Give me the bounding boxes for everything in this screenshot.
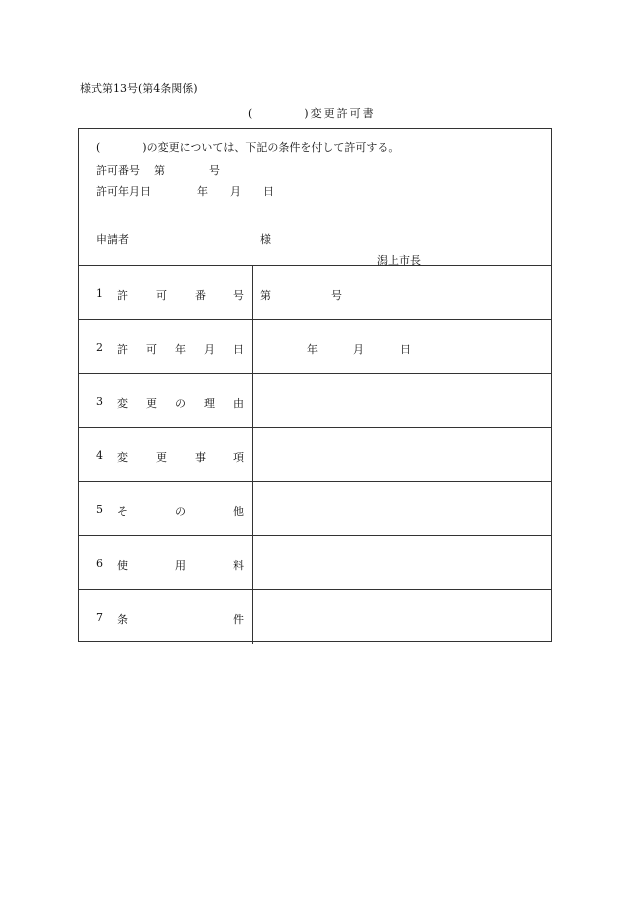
row-label	[79, 482, 253, 535]
row-number: 7	[96, 611, 103, 624]
label-char: 条	[117, 613, 128, 626]
statement-open-paren: (	[96, 141, 101, 154]
row-number: 3	[96, 395, 103, 408]
label-char: 使	[117, 559, 128, 572]
row-label	[79, 320, 253, 373]
permit-statement	[96, 139, 399, 155]
permit-header-block	[79, 129, 551, 266]
label-char: の	[175, 505, 186, 518]
value-month: 月	[353, 343, 364, 356]
statement-text: )の変更については、下記の条件を付して許可する。	[142, 141, 400, 154]
row-number: 5	[96, 503, 103, 516]
label-char: 日	[233, 343, 244, 356]
label-char: 更	[146, 397, 157, 410]
value-year: 年	[307, 343, 318, 356]
label-char: 更	[156, 451, 167, 464]
row-number: 4	[96, 449, 103, 462]
table-row	[79, 266, 551, 320]
row-label	[79, 374, 253, 427]
row-number: 6	[96, 557, 103, 570]
label-char: 他	[233, 505, 244, 518]
permit-date-month: 月	[230, 185, 241, 198]
table-row	[79, 374, 551, 428]
permit-date-year: 年	[197, 185, 208, 198]
permit-number-dai: 第	[154, 164, 165, 177]
issuer-name: 潟上市長	[377, 254, 421, 267]
label-char: 番	[195, 289, 206, 302]
label-char: 事	[195, 451, 206, 464]
document-title	[248, 105, 376, 121]
row-label	[79, 536, 253, 589]
permit-number-line	[96, 162, 220, 178]
title-text: )変更許可書	[304, 107, 376, 120]
label-char: 項	[233, 451, 244, 464]
table-row	[79, 320, 551, 374]
form-reference: 様式第13号(第4条関係)	[80, 82, 198, 95]
permit-number-go: 号	[209, 164, 220, 177]
applicant-sama: 様	[260, 233, 271, 246]
table-row	[79, 428, 551, 482]
label-char: 件	[233, 613, 244, 626]
value-go: 号	[331, 289, 342, 302]
permit-date-day: 日	[263, 185, 274, 198]
label-char: 号	[233, 289, 244, 302]
row-number: 1	[96, 287, 103, 300]
label-char: 年	[175, 343, 186, 356]
label-char: 変	[117, 451, 128, 464]
value-dai: 第	[260, 289, 271, 302]
row-label	[79, 428, 253, 481]
row-label	[79, 266, 253, 319]
label-char: 料	[233, 559, 244, 572]
label-char: そ	[117, 505, 128, 518]
label-char: の	[175, 397, 186, 410]
applicant-line	[96, 231, 271, 247]
table-row	[79, 536, 551, 590]
label-char: 変	[117, 397, 128, 410]
permit-date-label: 許可年月日	[96, 185, 151, 198]
title-open-paren: (	[248, 107, 255, 120]
label-char: 月	[204, 343, 215, 356]
permit-date-line	[96, 183, 274, 199]
permit-number-label: 許可番号	[96, 164, 140, 177]
label-char: 可	[156, 289, 167, 302]
label-char: 許	[117, 343, 128, 356]
table-row	[79, 590, 551, 644]
label-char: 可	[146, 343, 157, 356]
permit-form-table	[78, 128, 552, 642]
row-label	[79, 590, 253, 644]
label-char: 理	[204, 397, 215, 410]
label-char: 由	[233, 397, 244, 410]
label-char: 用	[175, 559, 186, 572]
applicant-label: 申請者	[96, 233, 129, 246]
row-number: 2	[96, 341, 103, 354]
label-char: 許	[117, 289, 128, 302]
table-row	[79, 482, 551, 536]
value-day: 日	[400, 343, 411, 356]
